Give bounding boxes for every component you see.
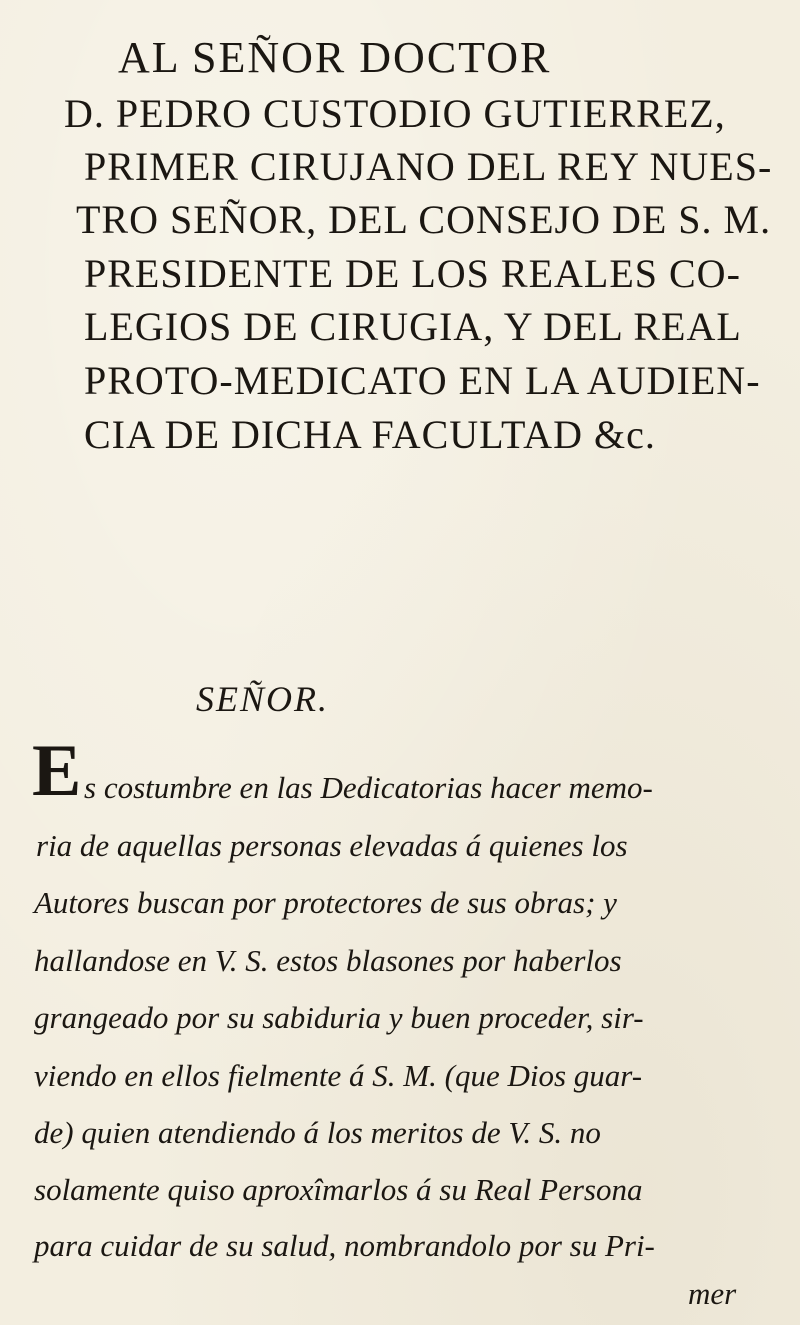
heading-line: PROTO-MEDICATO EN LA AUDIEN- (84, 358, 761, 403)
heading-line: PRESIDENTE DE LOS REALES CO- (84, 251, 741, 296)
drop-cap: E (32, 730, 82, 812)
body-line: grangeado por su sabiduria y buen proceder, sir- (34, 1000, 644, 1035)
heading-line: CIA DE DICHA FACULTAD &c. (84, 412, 656, 457)
heading-line: D. PEDRO CUSTODIO GUTIERREZ, (64, 91, 726, 136)
body-line: hallandose en V. S. estos blasones por haberlos (34, 943, 622, 978)
body-line: viendo en ellos fielmente á S. M. (que Dios guar- (34, 1058, 643, 1093)
body-line: s costumbre en las Dedicatorias hacer memo- (84, 770, 653, 805)
body-line: solamente quiso aproxîmarlos á su Real Persona (34, 1172, 643, 1207)
heading-line: TRO SEÑOR, DEL CONSEJO DE S. M. (76, 197, 772, 242)
heading-line: LEGIOS DE CIRUGIA, Y DEL REAL (84, 304, 742, 349)
heading-line: PRIMER CIRUJANO DEL REY NUES- (84, 144, 773, 189)
heading-line: AL SEÑOR DOCTOR (118, 33, 552, 82)
body-line: de) quien atendiendo á los meritos de V. S. no (34, 1115, 601, 1150)
divider (150, 488, 650, 489)
salutation: SEÑOR. (196, 679, 329, 719)
catchword: mer (688, 1276, 737, 1311)
body-line: ria de aquellas personas elevadas á quienes los (36, 828, 628, 863)
body-line: Autores buscan por protectores de sus obras; y (34, 885, 617, 920)
body-line: para cuidar de su salud, nombrandolo por su Pri- (34, 1228, 655, 1263)
